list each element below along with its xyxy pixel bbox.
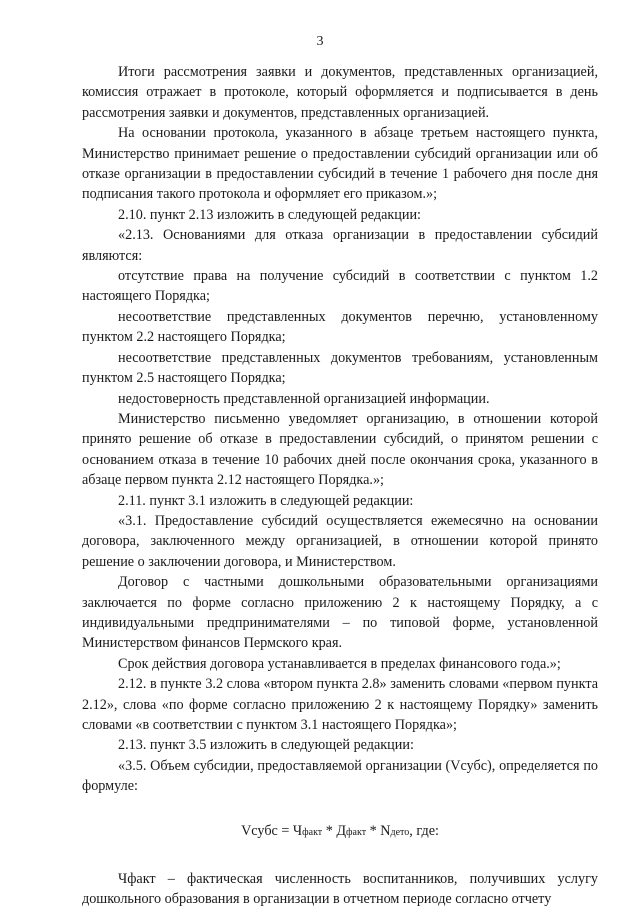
paragraph: недостоверность представленной организацией информации.	[118, 390, 490, 407]
paragraph: Министерство письменно уведомляет организацию, в отношении которой принято решение об отказе в предоставлении субсидий, о принятом решении с основанием отказа в течение 10 рабочих дней после окончания срока, указанного в абзаце первом пункта 2.12 настоящего Порядка.»;	[82, 410, 598, 489]
subsidy-formula	[82, 821, 598, 843]
paragraph: Чфакт – фактическая численность воспитанников, получивших услугу дошкольного образования в организации в отчетном периоде согласно отчету	[82, 871, 598, 908]
paragraph: На основании протокола, указанного в абзаце третьем настоящего пункта, Министерство принимает решение о предоставлении субсидий организации или об отказе организации в предоставлении субсидий в течение 1 рабочего дня после дня подписания такого протокола и оформляет его приказом.»;	[82, 125, 598, 203]
formula-sub: факт	[346, 826, 367, 838]
paragraph: 2.12. в пункте 3.2 слова «втором пункта 2.8» заменить словами «первом пункта 2.12», слова «по форме согласно приложению 2 к настоящему Порядку» заменить словами «в соответствии с пунктом 3.1 настоящего Порядка»;	[82, 676, 598, 733]
paragraph: 2.13. пункт 3.5 изложить в следующей редакции:	[118, 737, 414, 754]
formula-part: * Д	[322, 822, 347, 839]
paragraph: несоответствие представленных документов требованиям, установленным пунктом 2.5 настоящего Порядка;	[82, 349, 598, 387]
paragraph: «2.13. Основаниями для отказа организации в предоставлении субсидий являются:	[82, 227, 598, 264]
formula-tail: , где:	[409, 822, 439, 839]
formula-sub: дето	[390, 826, 410, 838]
formula-sub: факт	[302, 826, 323, 838]
paragraph: «3.1. Предоставление субсидий осуществляется ежемесячно на основании договора, заключенного между организацией, в отношении которой принято решение о заключении договора, и Министерством.	[82, 512, 598, 570]
document-body	[82, 62, 598, 910]
paragraph: Срок действия договора устанавливается в пределах финансового года.»;	[118, 655, 561, 672]
paragraph: 2.11. пункт 3.1 изложить в следующей редакции:	[118, 492, 414, 509]
paragraph: Договор с частными дошкольными образовательными организациями заключается по форме согласно приложению 2 к настоящему Порядку, а с индивидуальными предпринимателями – по типовой форме, установленной Министерством финансов Пермского края.	[82, 574, 598, 652]
paragraph: отсутствие права на получение субсидий в соответствии с пунктом 1.2 настоящего Порядка;	[82, 268, 598, 305]
paragraph: несоответствие представленных документов перечню, установленному пунктом 2.2 настоящего Порядка;	[82, 308, 598, 346]
page-number: 3	[316, 34, 324, 49]
paragraph: Итоги рассмотрения заявки и документов, представленных организацией, комиссия отражает в протоколе, который оформляется и подписывается в день рассмотрения заявки и документов, представленных организацией.	[82, 64, 598, 121]
paragraph: 2.10. пункт 2.13 изложить в следующей редакции:	[118, 206, 421, 223]
formula-part: * N	[366, 822, 391, 839]
formula-lhs: Vсубс = Ч	[241, 822, 303, 839]
paragraph: «3.5. Объем субсидии, предоставляемой организации (Vсубс), определяется по формуле:	[82, 757, 598, 795]
